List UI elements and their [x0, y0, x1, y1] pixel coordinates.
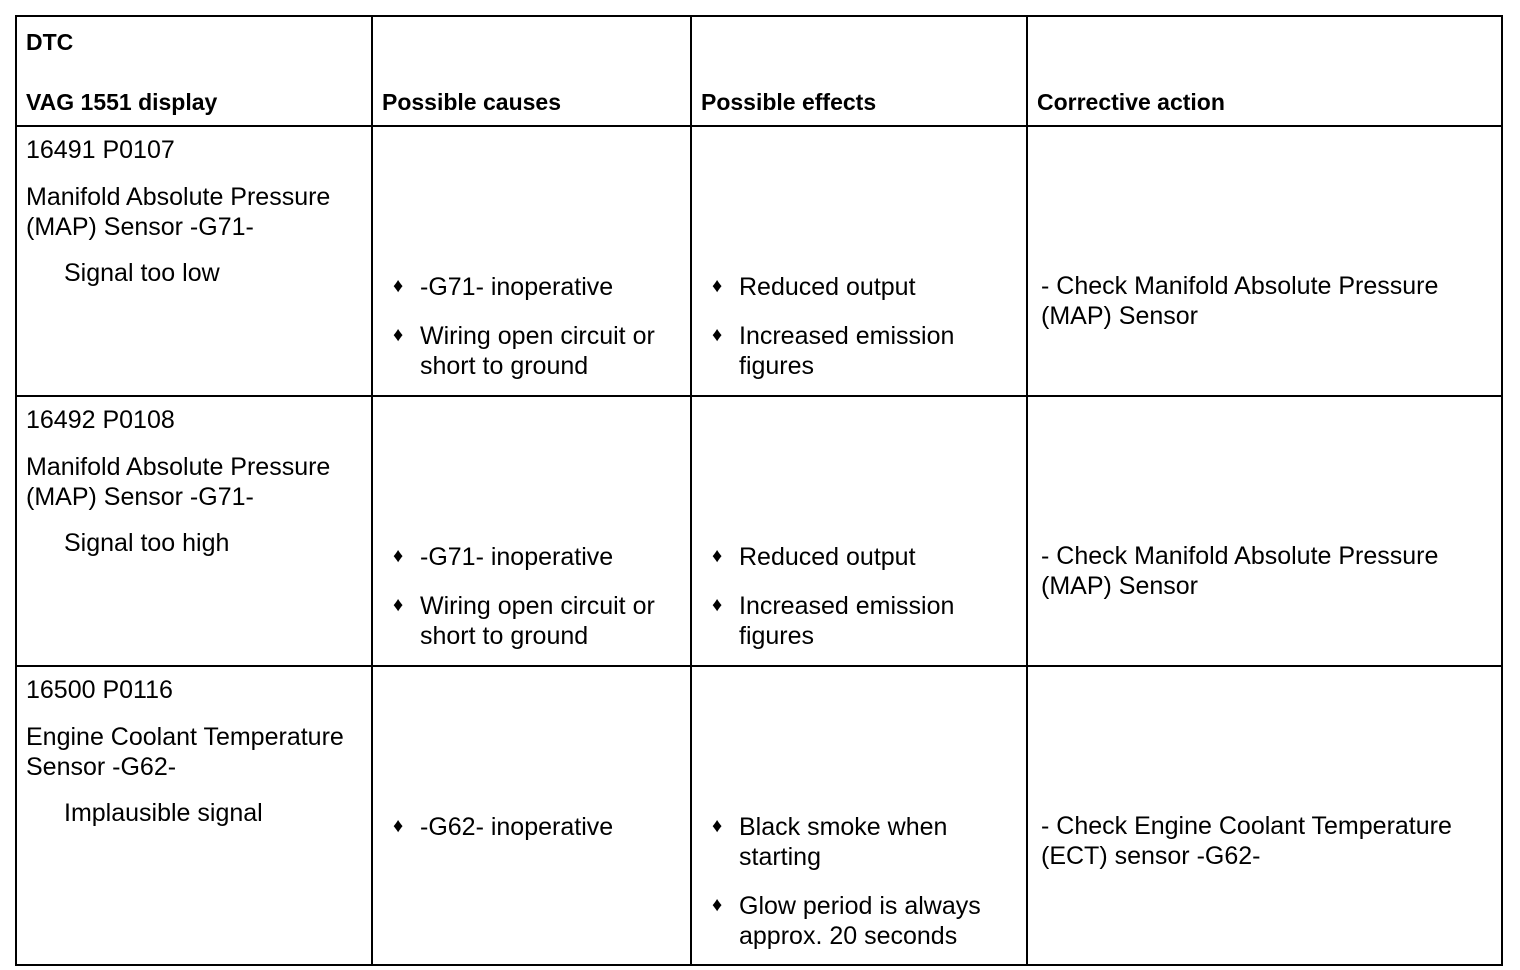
list-item: [393, 321, 684, 381]
header-causes-label: Possible causes: [382, 89, 561, 115]
diamond-bullet-icon: ♦: [393, 324, 404, 346]
dtc-code: 16492 P0108: [26, 406, 175, 434]
effects-list: [712, 272, 1020, 400]
header-effects-label: Possible effects: [701, 89, 877, 115]
diamond-bullet-icon: ♦: [393, 275, 404, 297]
table-row: [16, 126, 1502, 396]
dtc-code: 16500 P0116: [26, 676, 173, 704]
effects-list: [712, 542, 1020, 670]
corrective-action: - Check Engine Coolant Temperature (ECT) sensor -G62-: [1041, 812, 1452, 870]
dtc-code: 16491 P0107: [26, 136, 175, 164]
dtc-condition: Implausible signal: [64, 799, 263, 827]
cause-text: -G62- inoperative: [420, 813, 614, 841]
dtc-name: Manifold Absolute Pressure (MAP) Sensor -G71-: [26, 453, 331, 511]
table-row: [16, 396, 1502, 666]
corrective-action: - Check Manifold Absolute Pressure (MAP) Sensor: [1041, 272, 1439, 330]
causes-cell: [372, 126, 691, 396]
causes-cell: [372, 666, 691, 965]
diamond-bullet-icon: ♦: [712, 275, 723, 297]
effect-text: Increased emission figures: [739, 592, 955, 650]
diamond-bullet-icon: ♦: [393, 815, 404, 837]
dtc-name: Engine Coolant Temperature Sensor -G62-: [26, 723, 344, 781]
list-item: [712, 812, 1020, 872]
dtc-condition: Signal too low: [64, 259, 220, 287]
list-item: [393, 812, 684, 842]
dtc-cell: [16, 126, 372, 396]
diamond-bullet-icon: ♦: [393, 545, 404, 567]
diamond-bullet-icon: ♦: [712, 815, 723, 837]
list-item: [712, 591, 1020, 651]
table-row: [16, 666, 1502, 965]
cause-text: -G71- inoperative: [420, 543, 614, 571]
action-cell: [1027, 666, 1502, 965]
effect-text: Increased emission figures: [739, 322, 955, 380]
effect-text: Glow period is always approx. 20 seconds: [739, 892, 981, 950]
header-row: [16, 16, 1502, 126]
header-action: [1027, 16, 1502, 126]
list-item: [393, 591, 684, 651]
dtc-cell: [16, 666, 372, 965]
causes-cell: [372, 396, 691, 666]
dtc-name: Manifold Absolute Pressure (MAP) Sensor -G71-: [26, 183, 331, 241]
causes-list: [393, 812, 684, 861]
header-dtc: [16, 16, 372, 126]
list-item: [712, 891, 1020, 951]
action-cell: [1027, 396, 1502, 666]
effect-text: Reduced output: [739, 543, 916, 571]
effects-cell: [691, 396, 1027, 666]
dtc-table: [15, 15, 1503, 966]
effects-cell: [691, 666, 1027, 965]
effect-text: Reduced output: [739, 273, 916, 301]
diamond-bullet-icon: ♦: [712, 894, 723, 916]
effects-list: [712, 812, 1020, 970]
cause-text: Wiring open circuit or short to ground: [420, 322, 655, 380]
header-effects: [691, 16, 1027, 126]
list-item: [712, 542, 1020, 572]
diamond-bullet-icon: ♦: [712, 545, 723, 567]
list-item: [712, 272, 1020, 302]
causes-list: [393, 272, 684, 400]
effect-text: Black smoke when starting: [739, 813, 948, 871]
header-action-label: Corrective action: [1037, 89, 1225, 115]
header-dtc-label: DTC: [26, 29, 74, 55]
action-cell: [1027, 126, 1502, 396]
diamond-bullet-icon: ♦: [393, 594, 404, 616]
dtc-cell: [16, 396, 372, 666]
cause-text: -G71- inoperative: [420, 273, 614, 301]
list-item: [712, 321, 1020, 381]
cause-text: Wiring open circuit or short to ground: [420, 592, 655, 650]
diamond-bullet-icon: ♦: [712, 594, 723, 616]
corrective-action: - Check Manifold Absolute Pressure (MAP) Sensor: [1041, 542, 1439, 600]
list-item: [393, 272, 684, 302]
diamond-bullet-icon: ♦: [712, 324, 723, 346]
causes-list: [393, 542, 684, 670]
header-display-label: VAG 1551 display: [26, 89, 218, 115]
list-item: [393, 542, 684, 572]
effects-cell: [691, 126, 1027, 396]
header-causes: [372, 16, 691, 126]
dtc-condition: Signal too high: [64, 529, 230, 557]
